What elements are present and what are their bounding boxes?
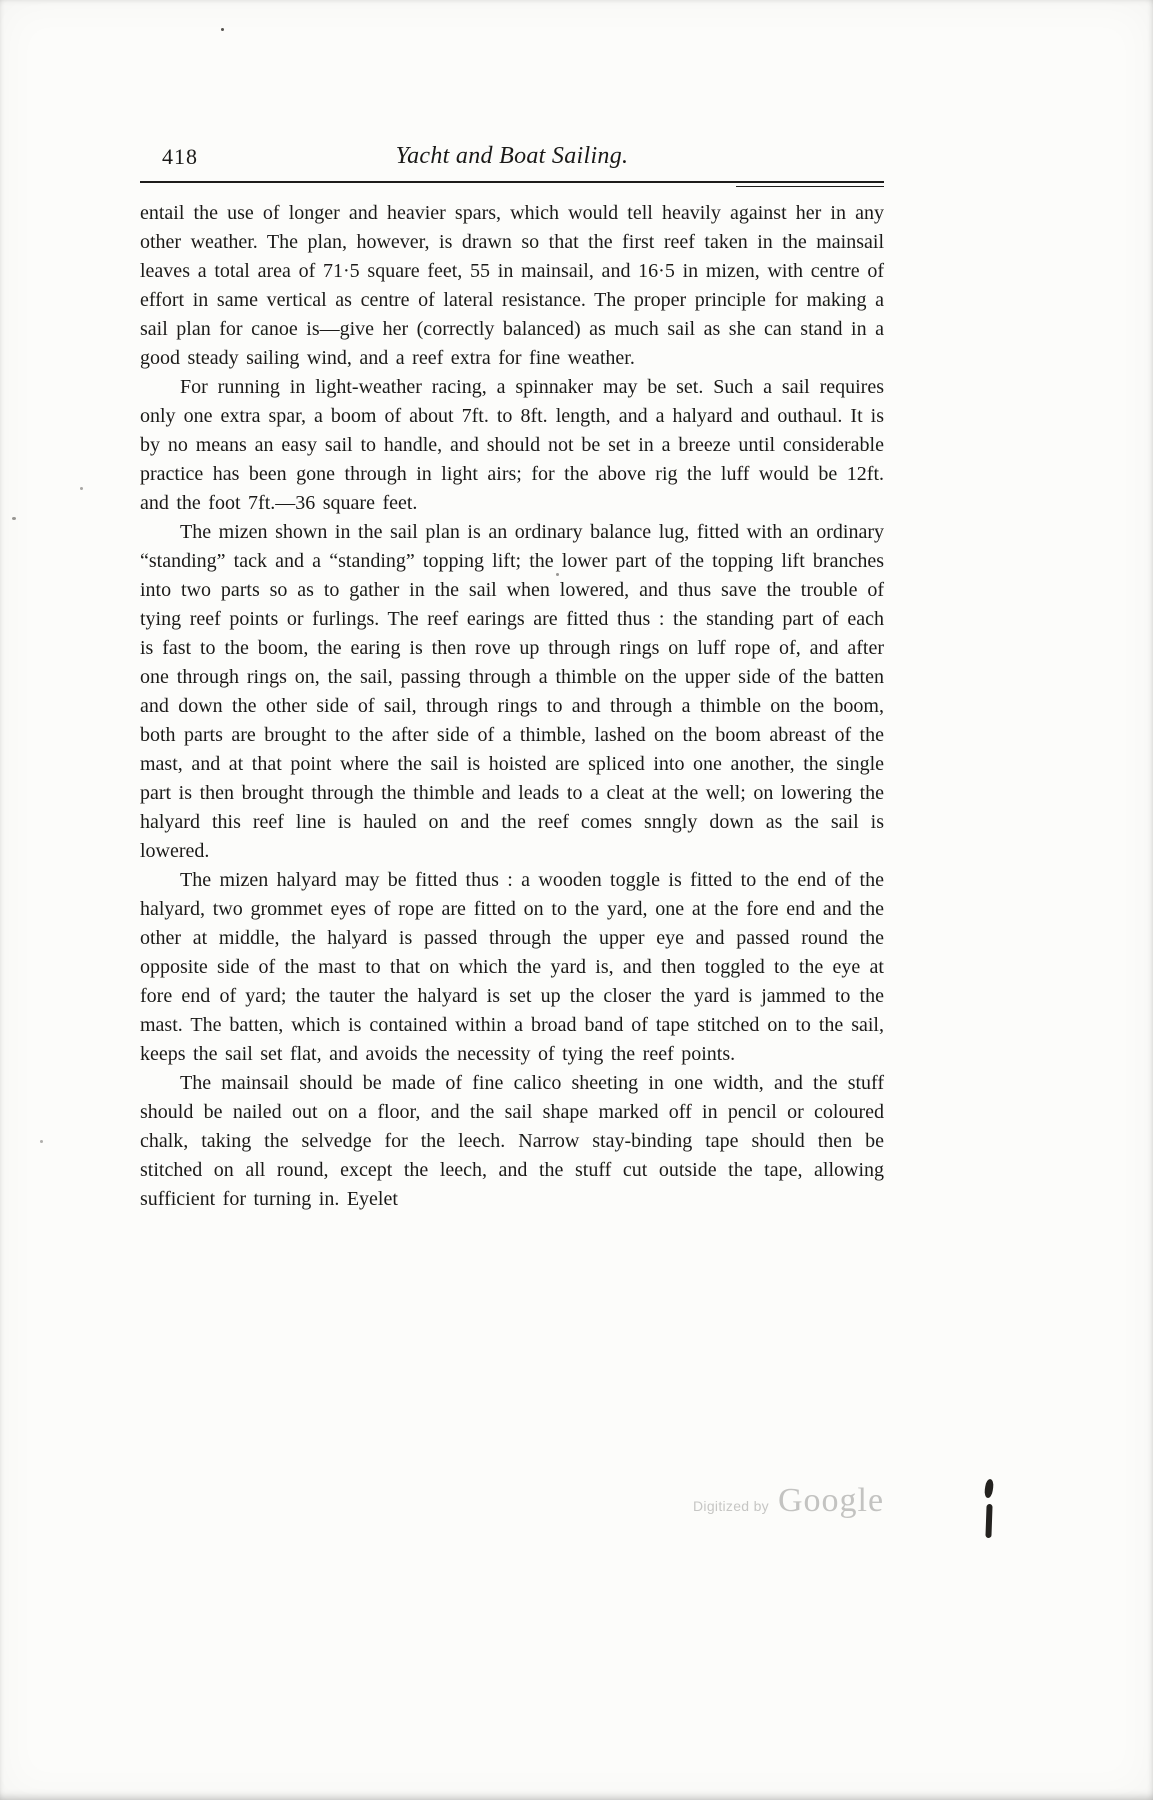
scan-ink-mark	[984, 1479, 995, 1499]
header-rule-segment	[736, 186, 884, 187]
paragraph: The mizen shown in the sail plan is an ordinary balance lug, fitted with an ordinary “standing” tack and a “standing” topping lift; the lower part of the topping lift branches into two parts so as to gather in the sail when lowered, and thus save the trouble of tying reef points or furlings. The reef earings are fitted thus : the standing part of each is fast to the boom, the earing is then rove up through rings on luff rope of, and after one through rings on, the sail, passing through a thimble on the upper side of the batten and down the other side of sail, through rings to and through a thimble on the boom, both parts are brought to the after side of a thimble, lashed on the boom abreast of the mast, and at that point where the sail is hoisted are spliced into one another, the single part is then brought through the thimble and leads to a cleat at the well; on lowering the halyard this reef line is hauled on and the reef comes snngly down as the sail is lowered.	[140, 521, 884, 862]
page-content	[140, 136, 884, 1214]
paragraph: For running in light-weather racing, a spinnaker may be set. Such a sail requires only one extra spar, a boom of about 7ft. to 8ft. length, and a halyard and outhaul. It is by no means an easy sail to handle, and should not be set in a breeze until considerable practice has been gone through in light airs; for the above rig the luff would be 12ft. and the foot 7ft.—36 square feet.	[140, 376, 884, 514]
header-rule	[140, 181, 884, 183]
watermark-prefix-text: Digitized by	[693, 1498, 769, 1514]
scan-speck	[40, 1140, 43, 1143]
scan-ink-mark	[985, 1504, 992, 1538]
page-header	[140, 136, 884, 170]
paragraph: The mainsail should be made of fine calico sheeting in one width, and the stuff should be nailed out on a floor, and the sail shape marked off in pencil or coloured chalk, taking the selvedge for the leech. Narrow stay-binding tape should then be stitched on all round, except the leech, and the stuff cut outside the tape, allowing sufficient for turning in. Eyelet	[140, 1072, 884, 1210]
running-title: Yacht and Boat Sailing.	[395, 143, 629, 169]
paragraph: entail the use of longer and heavier spars, which would tell heavily against her in any other weather. The plan, however, is drawn so that the first reef taken in the mainsail leaves a total area of 71·5 square feet, 55 in mainsail, and 16·5 in mizen, with centre of effort in same vertical as centre of lateral resistance. The proper principle for making a sail plan for canoe is—give her (correctly balanced) as much sail as she can stand in a good steady sailing wind, and a reef extra for fine weather.	[140, 202, 884, 369]
scan-speck	[80, 487, 83, 490]
scan-speck	[221, 28, 224, 31]
scan-speck	[556, 573, 559, 576]
digitization-watermark	[693, 1482, 884, 1520]
scan-speck	[12, 517, 16, 520]
body-text	[140, 199, 884, 1214]
page-number: 418	[162, 144, 198, 169]
paragraph: The mizen halyard may be fitted thus : a wooden toggle is fitted to the end of the halyard, two grommet eyes of rope are fitted on to the yard, one at the fore end and the other at middle, the halyard is passed through the upper eye and passed round the opposite side of the mast to that on which the yard is, and then toggled to the eye at fore end of yard; the tauter the halyard is set up the closer the yard is jammed to the mast. The batten, which is contained within a broad band of tape stitched on to the sail, keeps the sail set flat, and avoids the necessity of tying the reef points.	[140, 869, 884, 1065]
google-logo: Google	[777, 1482, 885, 1519]
